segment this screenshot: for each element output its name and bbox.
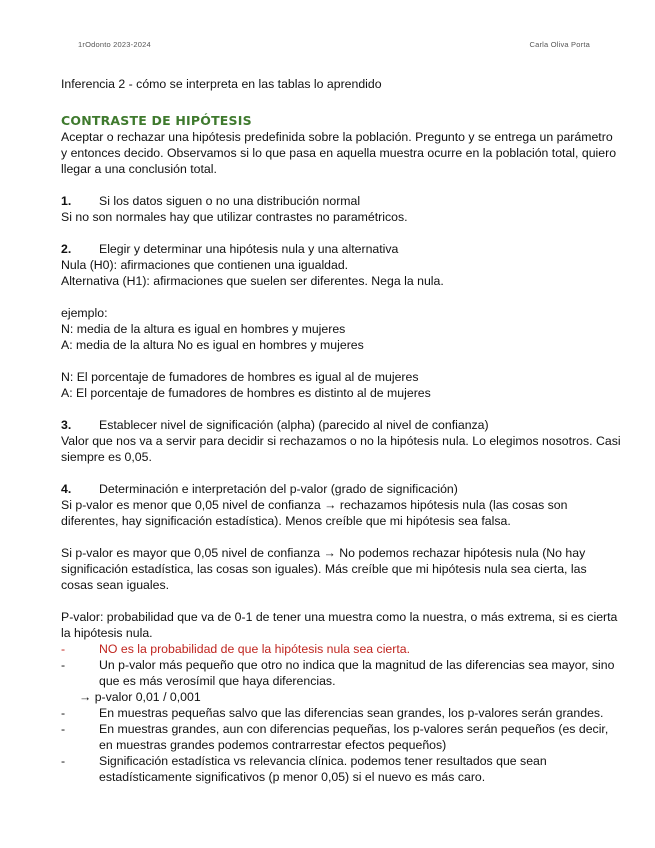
bullet-dash: - [61,722,66,736]
step-2-title: Elegir y determinar una hipótesis nula y una alternativa [99,242,399,256]
example-1-alt: A: media de la altura No es igual en hombres y mujeres [61,338,364,352]
step-1-heading [61,193,621,209]
p-value-examples: → p-valor 0,01 / 0,001 [79,690,201,704]
step-1-title: Si los datos siguen o no una distribución normal [99,194,361,208]
bullet-text: En muestras pequeñas salvo que las diferencias sean grandes, los p-valores serán grandes. [99,706,604,720]
step-2-number: 2. [61,242,72,256]
example-1-null: N: media de la altura es igual en hombres y mujeres [61,322,346,336]
step-4-number: 4. [61,482,72,496]
header-course: 1rOdonto 2023-2024 [78,40,151,49]
document-body [61,76,621,785]
bullet-dash: - [61,658,66,672]
example-2-null: N: El porcentaje de fumadores de hombres es igual al de mujeres [61,370,419,384]
step-3-text: Valor que nos va a servir para decidir si rechazamos o no la hipótesis nula. Lo elegimos nosotros. Casi siempre es 0,05. [61,434,621,464]
section-heading: CONTRASTE DE HIPÓTESIS [61,113,252,128]
step-1-text: Si no son normales hay que utilizar contrastes no paramétricos. [61,210,408,224]
step-3-heading [61,417,621,433]
example-label: ejemplo: [61,306,108,320]
p-value-less-paragraph: Si p-valor es menor que 0,05 nivel de confianza → rechazamos hipótesis nula (las cosas son diferentes, hay significación estadística). Menos creíble que mi hipótesis sea falsa. [61,498,568,528]
bullet-large-samples [61,721,621,753]
step-2-heading [61,241,621,257]
step-4-heading [61,481,621,497]
bullet-text: En muestras grandes, aun con diferencias pequeñas, los p-valores serán pequeños (es decir, en muestras grandes podemos contrarrestar efectos pequeños) [99,722,609,752]
bullet-dash: - [61,706,66,720]
bullet-small-samples [61,705,621,721]
p-value-greater-paragraph: Si p-valor es mayor que 0,05 nivel de confianza → No podemos rechazar hipótesis nula (No hay significación estadística, las cosas son iguales). Más creíble que mi hipótesis nula sea cierta, las cosas sean iguales. [61,546,587,592]
step-1-number: 1. [61,194,72,208]
bullet-clinical-relevance [61,753,621,785]
step-3-number: 3. [61,418,72,432]
alt-hypothesis-def: Alternativa (H1): afirmaciones que suelen ser diferentes. Nega la nula. [61,274,444,288]
bullet-text: Significación estadística vs relevancia clínica. podemos tener resultados que sean estadísticamente significativos (p menor 0,05) si el nuevo es más caro. [99,754,547,784]
doc-title: Inferencia 2 - cómo se interpreta en las tablas lo aprendido [61,77,382,91]
bullet-smaller-pvalue [61,657,621,689]
bullet-not-probability [61,641,621,657]
bullet-dash: - [61,754,66,768]
example-2-alt: A: El porcentaje de fumadores de hombres es distinto al de mujeres [61,386,431,400]
step-4-title: Determinación e interpretación del p-valor (grado de significación) [99,482,458,496]
p-value-definition: P-valor: probabilidad que va de 0-1 de tener una muestra como la nuestra, o más extrema, si es cierta la hipótesis nula. [61,610,618,640]
bullet-text: NO es la probabilidad de que la hipótesis nula sea cierta. [99,642,411,656]
bullet-text: Un p-valor más pequeño que otro no indica que la magnitud de las diferencias sea mayor, sino que es más verosímil que haya diferencias. [99,658,615,688]
null-hypothesis-def: Nula (H0): afirmaciones que contienen una igualdad. [61,258,349,272]
bullet-dash: - [61,642,66,656]
header-author: Carla Oliva Porta [529,40,590,49]
step-3-title: Establecer nivel de significación (alpha) (parecido al nivel de confianza) [99,418,489,432]
intro-paragraph: Aceptar o rechazar una hipótesis predefinida sobre la población. Pregunto y se entrega un parámetro y entonces decido. Observamos si lo que pasa en aquella muestra ocurre en la población total, quiero llegar a una conclusión total. [61,130,617,176]
